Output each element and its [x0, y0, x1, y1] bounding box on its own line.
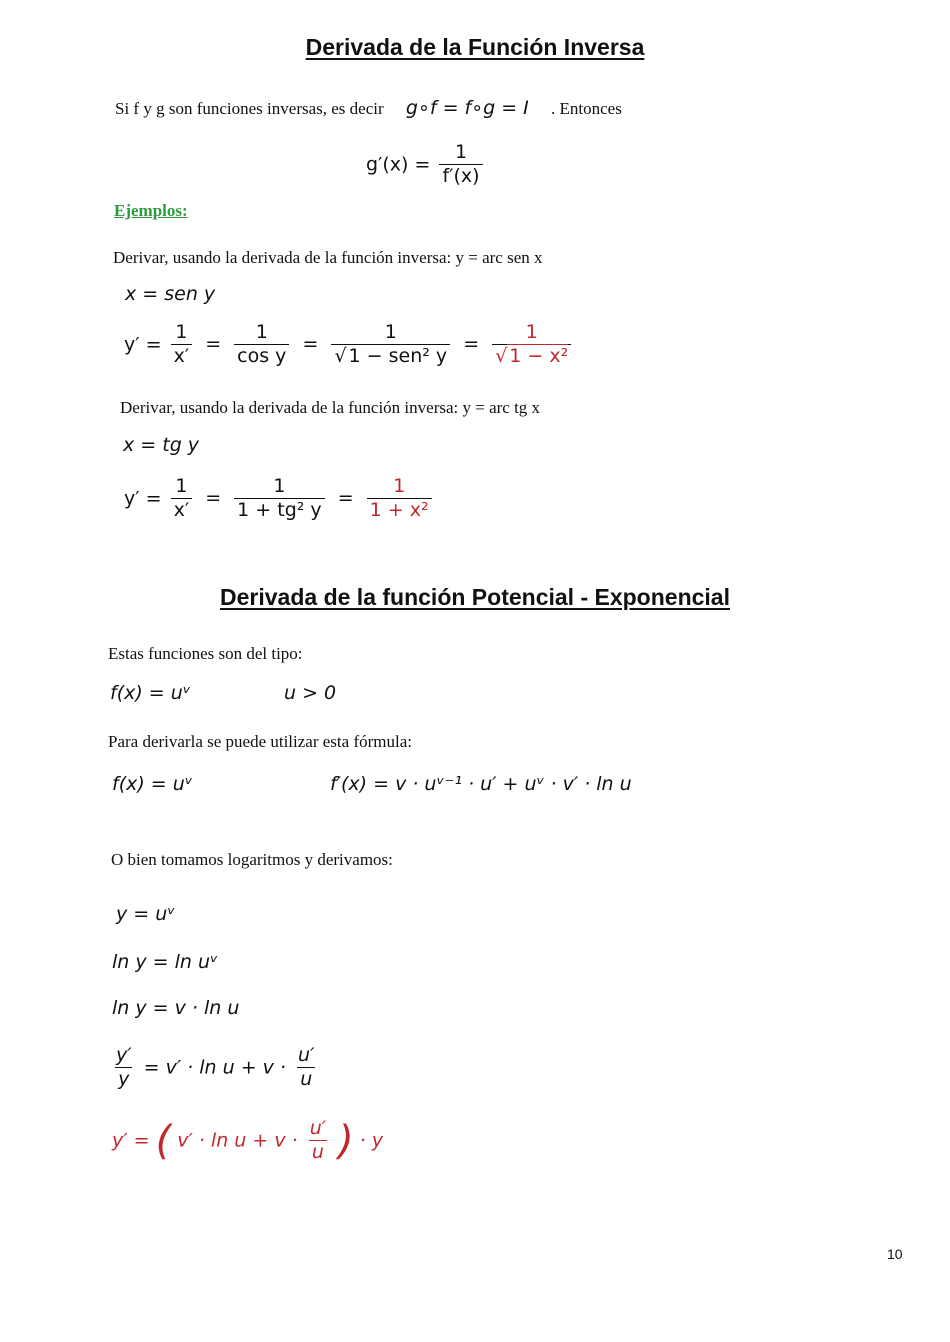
- frac-denominator: u: [297, 1067, 315, 1091]
- example2-statement: Derivar, usando la derivada de la función inversa: y = arc tg x: [120, 398, 541, 417]
- formula-numerator: 1: [454, 141, 468, 163]
- frac-numerator: 1: [393, 475, 406, 497]
- log-step1: y = uᵛ: [116, 903, 176, 925]
- formula-rhs: f′(x) = v · uᵛ⁻¹ · u′ + uᵛ · v′ · ln u: [330, 773, 632, 795]
- frac-numerator: 1: [175, 475, 188, 497]
- sqrt-icon: √: [495, 344, 508, 367]
- step4-fraction: [113, 1045, 135, 1091]
- log-step3: ln y = v · ln u: [112, 997, 240, 1019]
- intro-text: Si f y g son funciones inversas, es decir: [115, 99, 384, 118]
- frac-denominator: y: [115, 1067, 132, 1091]
- final-mid: v′ · ln u + v ·: [177, 1129, 298, 1152]
- sqrt-icon: √: [334, 344, 347, 367]
- example1-frac1: [171, 322, 193, 368]
- frac-denominator: [492, 344, 571, 368]
- log-step2: ln y = ln uᵛ: [112, 951, 218, 973]
- frac-denominator: 1 + x²: [367, 498, 432, 522]
- frac-numerator: 1: [384, 321, 397, 343]
- frac-numerator: 1: [255, 321, 268, 343]
- step4-mid: = v′ · ln u + v ·: [143, 1056, 286, 1079]
- radicand: 1 − x²: [509, 344, 569, 367]
- frac-numerator: 1: [525, 321, 538, 343]
- example1-lhs: y′ =: [124, 333, 162, 356]
- formula-fraction: [439, 142, 482, 188]
- final-fraction: [307, 1118, 329, 1164]
- def-formula: f(x) = uᵛ: [110, 682, 191, 704]
- formula-lhs: f(x) = uᵛ: [112, 773, 193, 795]
- frac-denominator: x′: [171, 498, 193, 522]
- formula-text: Para derivarla se puede utilizar esta fórmula:: [108, 732, 412, 751]
- log-step4: [110, 1045, 320, 1091]
- frac-denominator: [331, 344, 450, 368]
- type-text: Estas funciones son del tipo:: [108, 644, 303, 663]
- example1-frac3: [331, 322, 450, 368]
- radicand: 1 − sen² y: [348, 344, 448, 367]
- intro-suffix: . Entonces: [551, 99, 622, 118]
- example2-frac2: [234, 476, 325, 522]
- section-title-inverse: Derivada de la Función Inversa: [305, 34, 645, 60]
- close-paren: ): [338, 1117, 354, 1164]
- example2-step1: x = tg y: [123, 434, 200, 456]
- example2-derivation: y′ = $\frac{1}{x'}$ = $\frac{1}{\text{1 + tg² y}}$ = $\frac{1}{\text{1 + x²}}$: [124, 476, 435, 522]
- final-lhs: y′ =: [112, 1129, 150, 1152]
- example1-derivation: y′ = $\frac{1}{x'}$ = $\frac{1}{\text{cos y}}$ = $\frac{1}{\text{√ 1 − sen² y}}$ = $\frac{1}{\text{√ 1 − x²}}$: [124, 322, 574, 368]
- frac-numerator: 1: [175, 321, 188, 343]
- frac-denominator: x′: [171, 344, 193, 368]
- frac-numerator: 1: [273, 475, 286, 497]
- frac-numerator: y′: [116, 1044, 132, 1066]
- example1-frac2: [234, 322, 289, 368]
- example1-statement: Derivar, usando la derivada de la función inversa: y = arc sen x: [113, 248, 543, 267]
- condition: u > 0: [284, 682, 337, 704]
- intro-line: [115, 97, 622, 119]
- open-paren: (: [155, 1117, 172, 1164]
- frac-denominator: 1 + tg² y: [234, 498, 325, 522]
- final-tail: · y: [359, 1129, 384, 1152]
- formula-denominator: f′(x): [439, 164, 482, 188]
- example2-lhs: y′ =: [124, 487, 162, 510]
- examples-label: Ejemplos:: [114, 201, 188, 220]
- step4-fraction-u: [295, 1045, 317, 1091]
- inverse-formula: [366, 142, 486, 188]
- frac-numerator: u′: [298, 1044, 315, 1066]
- frac-denominator: cos y: [234, 344, 289, 368]
- example1-result: [492, 322, 571, 368]
- page-number: 10: [887, 1246, 903, 1262]
- section-title-potential-exponential: Derivada de la función Potencial - Exponencial: [220, 584, 730, 610]
- frac-numerator: u′: [309, 1117, 327, 1139]
- final-result: [112, 1118, 383, 1164]
- frac-denominator: u: [309, 1140, 327, 1164]
- example1-step1: x = sen y: [125, 283, 216, 305]
- example2-frac1: [171, 476, 193, 522]
- example2-result: [367, 476, 432, 522]
- log-text: O bien tomamos logaritmos y derivamos:: [111, 850, 393, 869]
- formula-lhs: g′(x) =: [366, 153, 431, 176]
- intro-math: g∘f = f∘g = I: [405, 97, 529, 119]
